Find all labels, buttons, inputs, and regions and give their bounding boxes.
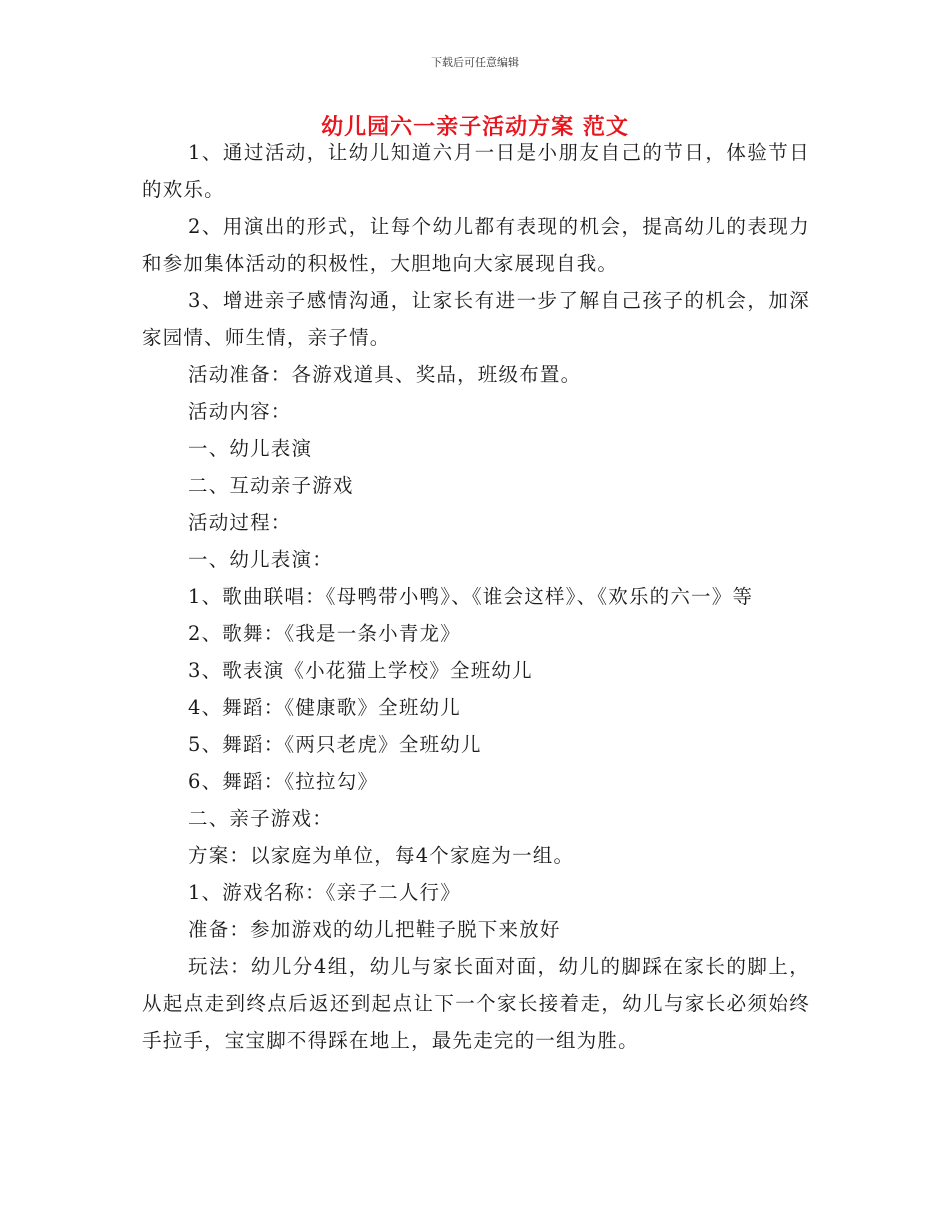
paragraph-goal-3: 3、增进亲子感情沟通，让家长有进一步了解自己孩子的机会，加深家园情、师生情，亲子情。 [142,289,810,349]
paragraph-games-plan: 方案：以家庭为单位，每4个家庭为一组。 [188,844,575,867]
document-body [142,134,810,1059]
paragraph-content-2: 二、互动亲子游戏 [188,474,354,497]
paragraph-performance-3: 3、歌表演《小花猫上学校》全班幼儿 [188,659,533,682]
paragraph-goal-2: 2、用演出的形式，让每个幼儿都有表现的机会，提高幼儿的表现力和参加集体活动的积极性，大胆地向大家展现自我。 [142,215,810,275]
paragraph-preparation: 活动准备：各游戏道具、奖品，班级布置。 [188,363,582,386]
paragraph-games-heading: 二、亲子游戏： [188,807,333,830]
paragraph-content-heading: 活动内容： [188,400,292,423]
paragraph-performance-5: 5、舞蹈：《两只老虎》全班幼儿 [188,733,482,756]
paragraph-performance-1: 1、歌曲联唱：《母鸭带小鸭》、《谁会这样》、《欢乐的六一》等 [188,585,754,608]
paragraph-content-1: 一、幼儿表演 [188,437,313,460]
paragraph-goal-1: 1、通过活动，让幼儿知道六月一日是小朋友自己的节日，体验节日的欢乐。 [142,141,810,201]
paragraph-game-1-rules: 玩法：幼儿分4组，幼儿与家长面对面，幼儿的脚踩在家长的脚上，从起点走到终点后返还到起点让下一个家长接着走，幼儿与家长必须始终手拉手，宝宝脚不得踩在地上，最先走完的一组为胜。 [142,955,810,1052]
document-title: 幼儿园六一亲子活动方案 范文 [321,115,629,140]
paragraph-performance-2: 2、歌舞：《我是一条小青龙》 [188,622,461,645]
paragraph-game-1-name: 1、游戏名称：《亲子二人行》 [188,881,461,904]
paragraph-process-heading: 活动过程： [188,511,292,534]
paragraph-performance-4: 4、舞蹈：《健康歌》全班幼儿 [188,696,461,719]
paragraph-performance-6: 6、舞蹈：《拉拉勾》 [188,770,379,793]
header-note: 下载后可任意编辑 [431,56,519,69]
paragraph-performance-heading: 一、幼儿表演： [188,548,333,571]
paragraph-game-1-prep: 准备：参加游戏的幼儿把鞋子脱下来放好 [188,918,561,941]
